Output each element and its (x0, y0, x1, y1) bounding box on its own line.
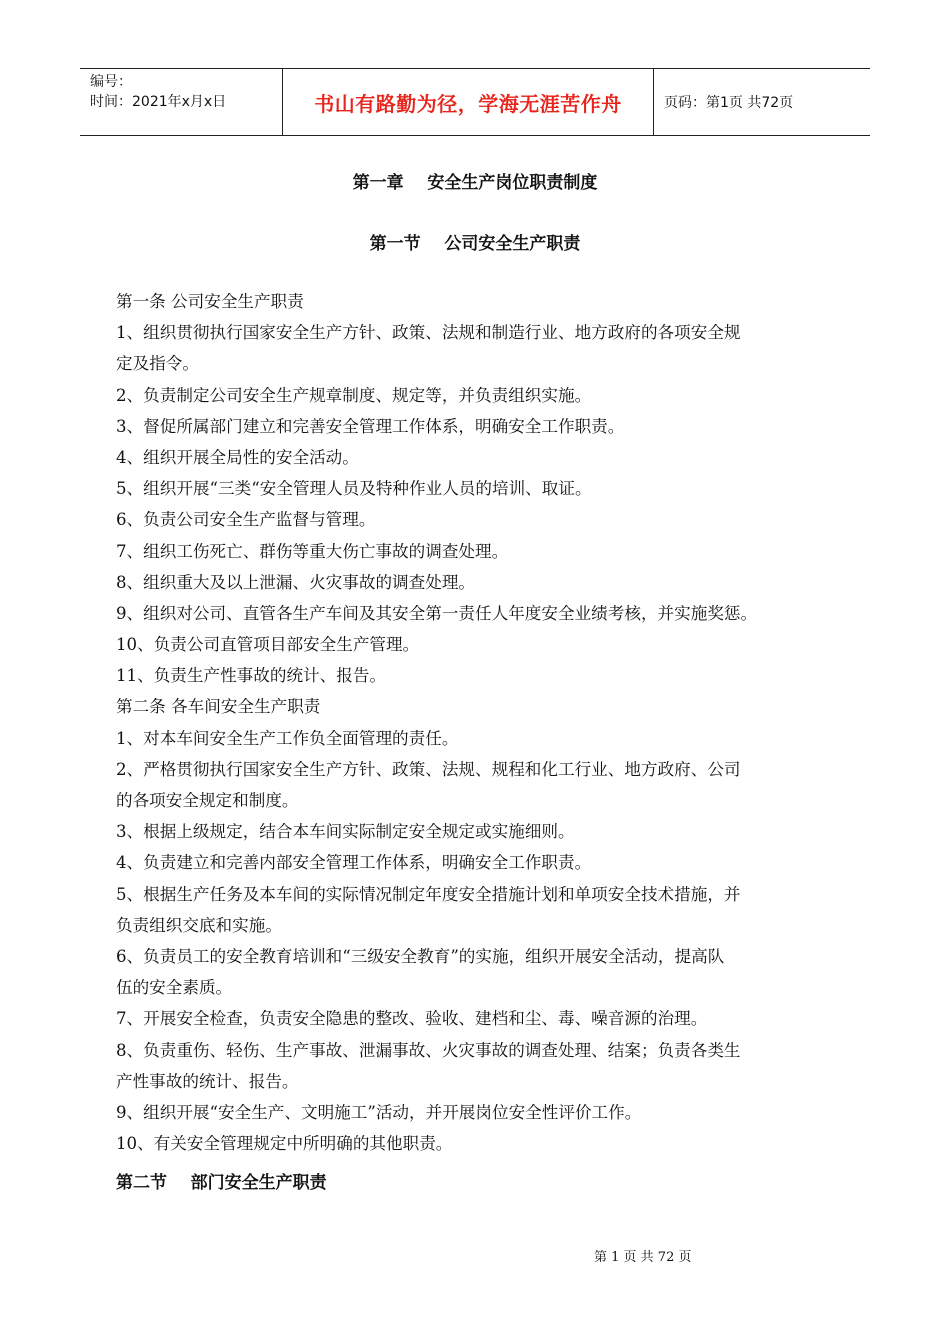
text-line: 11、负责生产性事故的统计、报告。 (116, 666, 387, 686)
header-page-cell (654, 69, 870, 135)
text-line: 6、负责公司安全生产监督与管理。 (116, 510, 376, 530)
header-meta-cell (80, 69, 282, 135)
text-line: 2、严格贯彻执行国家安全生产方针、政策、法规、规程和化工行业、地方政府、公司 (116, 759, 741, 779)
text-line: 1、组织贯彻执行国家安全生产方针、政策、法规和制造行业、地方政府的各项安全规 (116, 323, 741, 343)
text-line: 4、负责建立和完善内部安全管理工作体系，明确安全工作职责。 (116, 853, 592, 873)
text-line: 6、负责员工的安全教育培训和“三级安全教育”的实施，组织开展安全活动，提高队 (116, 946, 725, 966)
document-body (116, 286, 836, 1159)
header-motto-cell (282, 69, 654, 135)
text-line: 10、有关安全管理规定中所明确的其他职责。 (116, 1134, 453, 1154)
page-footer: 第 1 页 共 72 页 (594, 1250, 692, 1265)
text-line: 负责组织交底和实施。 (116, 915, 282, 935)
text-line: 9、组织开展“安全生产、文明施工”活动，并开展岗位安全性评价工作。 (116, 1102, 642, 1122)
text-line: 3、督促所属部门建立和完善安全管理工作体系，明确安全工作职责。 (116, 416, 625, 436)
text-line: 第二条 各车间安全生产职责 (116, 697, 321, 717)
text-line: 5、组织开展“三类“安全管理人员及特种作业人员的培训、取证。 (116, 479, 592, 499)
text-line: 第一条 公司安全生产职责 (116, 292, 304, 311)
text-line: 7、开展安全检查，负责安全隐患的整改、验收、建档和尘、毒、噪音源的治理。 (116, 1009, 708, 1029)
text-line: 2、负责制定公司安全生产规章制度、规定等，并负责组织实施。 (116, 385, 592, 405)
section-title-2: 第二节 部门安全生产职责 (116, 1173, 327, 1193)
text-line: 1、对本车间安全生产工作负全面管理的责任。 (116, 728, 459, 748)
section-title: 第一节 公司安全生产职责 (369, 234, 581, 254)
text-line: 5、根据生产任务及本车间的实际情况制定年度安全措施计划和单项安全技术措施，并 (116, 884, 741, 904)
text-line: 8、负责重伤、轻伤、生产事故、泄漏事故、火灾事故的调查处理、结案；负责各类生 (116, 1040, 741, 1060)
text-line: 9、组织对公司、直管各生产车间及其安全第一责任人年度安全业绩考核，并实施奖惩。 (116, 603, 758, 623)
page-info: 页码：第1页 共72页 (664, 95, 794, 111)
text-line: 定及指令。 (116, 354, 199, 374)
text-line: 3、根据上级规定，结合本车间实际制定安全规定或实施细则。 (116, 822, 575, 842)
number-label: 编号： (90, 74, 132, 90)
text-line: 10、负责公司直管项目部安全生产管理。 (116, 635, 420, 655)
text-line: 8、组织重大及以上泄漏、火灾事故的调查处理。 (116, 572, 476, 592)
text-line: 的各项安全规定和制度。 (116, 791, 299, 810)
document-header (80, 68, 870, 136)
text-line: 7、组织工伤死亡、群伤等重大伤亡事故的调查处理。 (116, 541, 509, 561)
chapter-title: 第一章 安全生产岗位职责制度 (352, 173, 598, 193)
text-line: 伍的安全素质。 (116, 978, 233, 998)
text-line: 产性事故的统计、报告。 (116, 1071, 299, 1091)
time-label: 时间：2021年x月x日 (90, 94, 227, 110)
text-line: 4、组织开展全局性的安全活动。 (116, 447, 359, 467)
motto-text: 书山有路勤为径，学海无涯苦作舟 (314, 91, 622, 116)
